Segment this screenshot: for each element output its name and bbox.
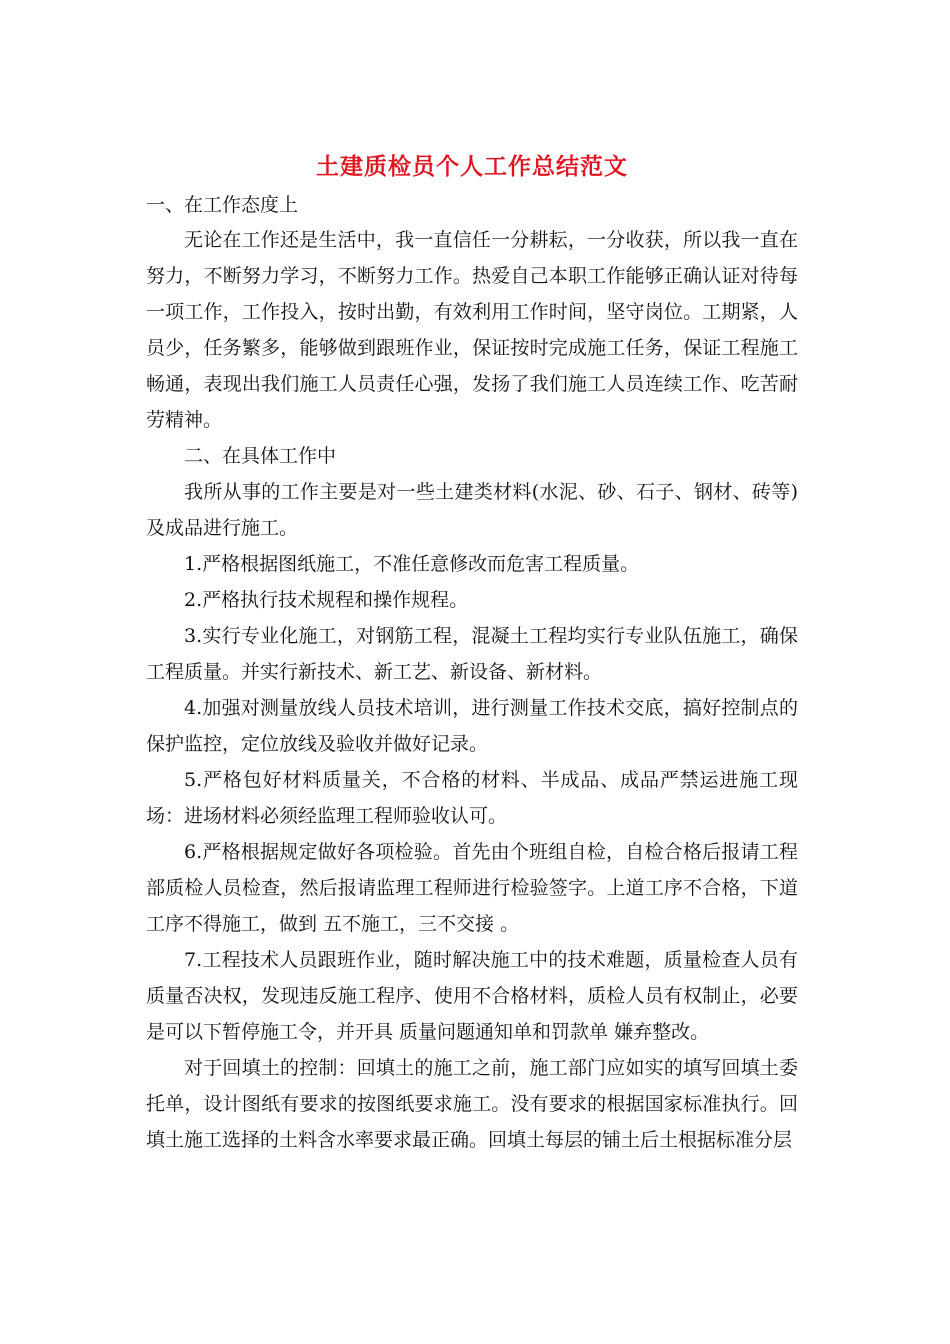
document-body	[146, 150, 798, 1158]
section-heading-attitude: 一、在工作态度上	[146, 194, 299, 216]
document-title: 土建质检员个人工作总结范文	[316, 153, 628, 180]
list-item-1: 1.严格根据图纸施工，不准任意修改而危害工程质量。	[184, 553, 640, 575]
list-item-3: 3.实行专业化施工，对钢筋工程，混凝土工程均实行专业队伍施工，确保工程质量。并实行新技术、新工艺、新设备、新材料。	[146, 625, 798, 683]
list-item-2: 2.严格执行技术规程和操作规程。	[184, 589, 469, 611]
list-item-4: 4.加强对测量放线人员技术培训，进行测量工作技术交底，搞好控制点的保护监控，定位放线及验收并做好记录。	[146, 697, 798, 755]
list-item-7: 7.工程技术人员跟班作业，随时解决施工中的技术难题，质量检查人员有质量否决权，发现违反施工程序、使用不合格材料，质检人员有权制止，必要是可以下暂停施工令，并开具 质量问题通知单和罚款单 嫌弃整改。	[146, 949, 798, 1043]
paragraph-work-scope: 我所从事的工作主要是对一些土建类材料(水泥、砂、石子、钢材、砖等)及成品进行施工。	[146, 481, 798, 539]
list-item-6: 6.严格根据规定做好各项检验。首先由个班组自检，自检合格后报请工程部质检人员检查，然后报请监理工程师进行检验签字。上道工序不合格，下道工序不得施工，做到 五不施工，三不交接 。	[146, 841, 798, 935]
paragraph-attitude: 无论在工作还是生活中，我一直信任一分耕耘，一分收获，所以我一直在努力，不断努力学习，不断努力工作。热爱自己本职工作能够正确认证对待每一项工作，工作投入，按时出勤，有效利用工作时间，坚守岗位。工期紧，人员少，任务繁多，能够做到跟班作业，保证按时完成施工任务，保证工程施工畅通，表现出我们施工人员责任心强，发扬了我们施工人员连续工作、吃苦耐劳精神。	[146, 229, 798, 431]
section-heading-specific-work: 二、在具体工作中	[184, 445, 337, 467]
paragraph-backfill: 对于回填土的控制：回填土的施工之前，施工部门应如实的填写回填土委托单，设计图纸有要求的按图纸要求施工。没有要求的根据国家标准执行。回填土施工选择的土料含水率要求最正确。回填土每层的铺土后土根据标准分层	[146, 1057, 798, 1151]
list-item-5: 5.严格包好材料质量关，不合格的材料、半成品、成品严禁运进施工现场：进场材料必须经监理工程师验收认可。	[146, 769, 798, 827]
